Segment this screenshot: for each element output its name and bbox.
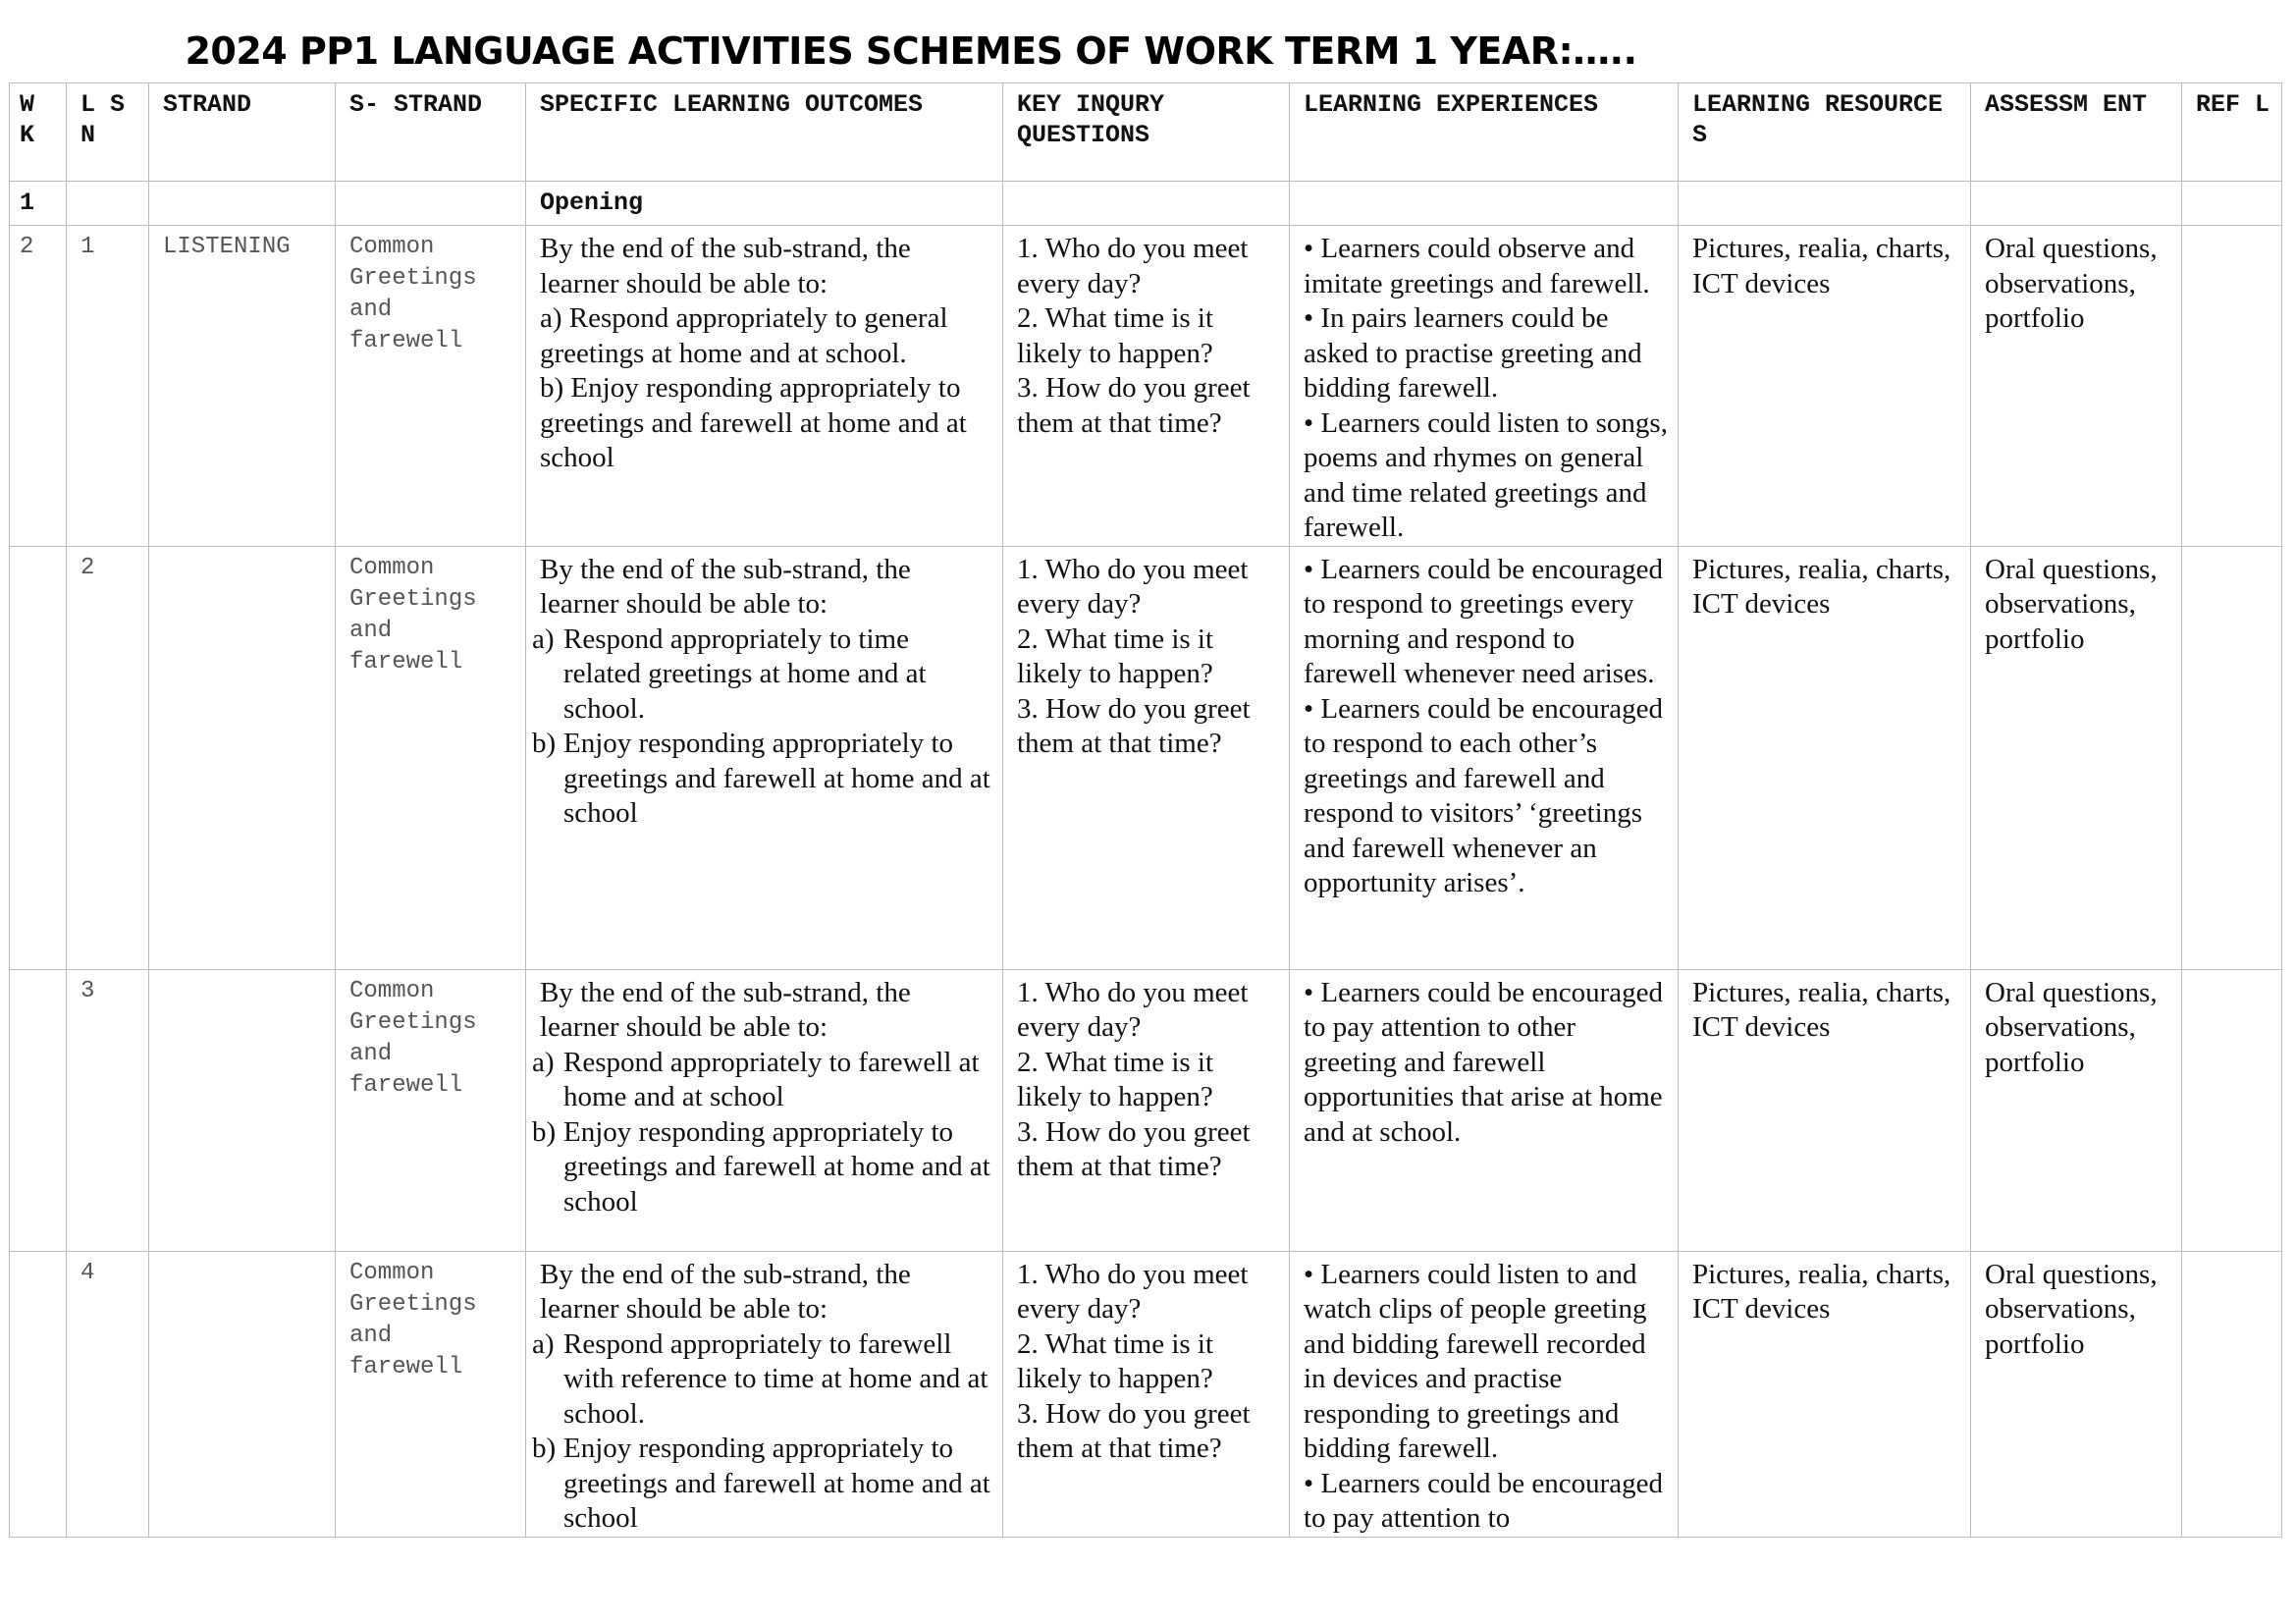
outcome-label: a) xyxy=(532,1046,555,1078)
outcome-label: b) xyxy=(532,728,557,759)
outcome-text: Respond appropriately to farewell with reference to time at home and at school. xyxy=(563,1327,988,1430)
cell-outcomes xyxy=(526,226,1003,547)
outcomes-intro: By the end of the sub-strand, the learner should be able to: xyxy=(540,976,911,1043)
cell-experiences xyxy=(1290,1251,1679,1537)
cell-sub-strand: Common Greetings and farewell xyxy=(336,546,526,969)
cell-experiences xyxy=(1290,226,1679,547)
outcome-label: a) xyxy=(532,623,555,655)
outcome-text: Enjoy responding appropriately to greetings and farewell at home and at school xyxy=(540,372,967,473)
schemes-of-work-table xyxy=(9,82,2282,1538)
question-item: 3. How do you greet them at that time? xyxy=(1017,692,1251,759)
cell-sub-strand: Common Greetings and farewell xyxy=(336,1251,526,1537)
outcomes-intro: By the end of the sub-strand, the learner should be able to: xyxy=(540,553,911,620)
document-title: 2024 PP1 LANGUAGE ACTIVITIES SCHEMES OF WORK TERM 1 YEAR:….. xyxy=(185,29,1637,73)
cell-wk xyxy=(10,1251,67,1537)
header-wk: W K xyxy=(10,83,67,182)
outcomes-intro: By the end of the sub-strand, the learner should be able to: xyxy=(540,1258,911,1325)
opening-label: Opening xyxy=(526,182,1003,226)
experience-item: • Learners could observe and imitate greetings and farewell. xyxy=(1304,233,1650,299)
cell-ref xyxy=(2182,546,2282,969)
header-resources: LEARNING RESOURCE S xyxy=(1679,83,1971,182)
cell-questions xyxy=(1003,546,1290,969)
outcome-text: Enjoy responding appropriately to greetings and farewell at home and at school xyxy=(563,1115,990,1218)
experience-item: • Learners could be encouraged to respond to each other’s greetings and farewell and respond to visitors’ ‘greetings and farewell whenever an opportunity arises’. xyxy=(1304,692,1664,898)
header-questions: KEY INQURY QUESTIONS xyxy=(1003,83,1290,182)
cell-lsn: 3 xyxy=(67,969,149,1251)
question-item: 1. Who do you meet every day? xyxy=(1017,976,1249,1043)
cell-questions xyxy=(1003,226,1290,547)
outcome-label: a) xyxy=(532,1327,555,1360)
table-row xyxy=(10,226,2282,547)
experience-item: • Learners could listen to and watch clips of people greeting and bidding farewell recorded in devices and practise responding to greetings and bidding farewell. xyxy=(1304,1258,1647,1464)
experience-item: • Learners could listen to songs, poems and rhymes on general and time related greetings and farewell. xyxy=(1304,406,1668,543)
question-item: 1. Who do you meet every day? xyxy=(1017,553,1249,620)
cell-assessment: Oral questions, observations, portfolio xyxy=(1971,1251,2182,1537)
header-outcomes: SPECIFIC LEARNING OUTCOMES xyxy=(526,83,1003,182)
table-row xyxy=(10,969,2282,1251)
experience-item: • Learners could be encouraged to respond to greetings every morning and respond to farewell whenever need arises. xyxy=(1304,553,1664,689)
cell-wk: 2 xyxy=(10,226,67,547)
experience-item: • In pairs learners could be asked to practise greeting and bidding farewell. xyxy=(1304,302,1642,404)
cell-lsn: 4 xyxy=(67,1251,149,1537)
outcome-text: Respond appropriately to farewell at home and at school xyxy=(563,1046,980,1112)
experience-item: • Learners could be encouraged to pay attention to xyxy=(1304,1467,1664,1534)
header-ref: REF L xyxy=(2182,83,2282,182)
outcomes-intro: By the end of the sub-strand, the learner should be able to: xyxy=(540,233,911,299)
cell-strand xyxy=(149,546,336,969)
cell-outcomes xyxy=(526,1251,1003,1537)
question-item: 2. What time is it likely to happen? xyxy=(1017,623,1214,689)
question-item: 3. How do you greet them at that time? xyxy=(1017,1397,1251,1464)
question-item: 3. How do you greet them at that time? xyxy=(1017,1115,1251,1182)
cell-sub-strand: Common Greetings and farewell xyxy=(336,969,526,1251)
cell-outcomes xyxy=(526,546,1003,969)
cell-ref xyxy=(2182,226,2282,547)
opening-wk: 1 xyxy=(10,182,67,226)
table-row xyxy=(10,1251,2282,1537)
question-item: 1. Who do you meet every day? xyxy=(1017,1258,1249,1325)
cell-assessment: Oral questions, observations, portfolio xyxy=(1971,226,2182,547)
outcome-text: Respond appropriately to general greetings at home and at school. xyxy=(540,302,948,369)
cell-resources: Pictures, realia, charts, ICT devices xyxy=(1679,546,1971,969)
outcome-label: b) xyxy=(532,1115,557,1148)
cell-experiences xyxy=(1290,969,1679,1251)
cell-assessment: Oral questions, observations, portfolio xyxy=(1971,969,2182,1251)
opening-row xyxy=(10,182,2282,226)
cell-wk xyxy=(10,546,67,969)
outcome-label: b) xyxy=(532,1433,557,1464)
outcome-text: Enjoy responding appropriately to greetings and farewell at home and at school xyxy=(563,728,990,829)
header-assessment: ASSESSM ENT xyxy=(1971,83,2182,182)
cell-resources: Pictures, realia, charts, ICT devices xyxy=(1679,969,1971,1251)
question-item: 1. Who do you meet every day? xyxy=(1017,233,1249,299)
question-item: 2. What time is it likely to happen? xyxy=(1017,1327,1214,1394)
cell-ref xyxy=(2182,969,2282,1251)
outcome-text: Respond appropriately to time related greetings at home and at school. xyxy=(563,623,927,725)
header-row xyxy=(10,83,2282,182)
cell-resources: Pictures, realia, charts, ICT devices xyxy=(1679,1251,1971,1537)
cell-lsn: 1 xyxy=(67,226,149,547)
table-row xyxy=(10,546,2282,969)
header-strand: STRAND xyxy=(149,83,336,182)
header-lsn: L S N xyxy=(67,83,149,182)
cell-questions xyxy=(1003,969,1290,1251)
cell-strand xyxy=(149,1251,336,1537)
outcome-text: Enjoy responding appropriately to greetings and farewell at home and at school xyxy=(563,1433,990,1534)
cell-assessment: Oral questions, observations, portfolio xyxy=(1971,546,2182,969)
question-item: 2. What time is it likely to happen? xyxy=(1017,302,1214,369)
cell-outcomes xyxy=(526,969,1003,1251)
cell-lsn: 2 xyxy=(67,546,149,969)
cell-ref xyxy=(2182,1251,2282,1537)
header-sub-strand: S- STRAND xyxy=(336,83,526,182)
question-item: 3. How do you greet them at that time? xyxy=(1017,372,1251,439)
cell-questions xyxy=(1003,1251,1290,1537)
header-experiences: LEARNING EXPERIENCES xyxy=(1290,83,1679,182)
outcome-label: b) xyxy=(540,372,571,404)
cell-wk xyxy=(10,969,67,1251)
experience-item: • Learners could be encouraged to pay attention to other greeting and farewell opportunities that arise at home and at school. xyxy=(1304,976,1664,1148)
outcome-label: a) xyxy=(540,302,569,334)
question-item: 2. What time is it likely to happen? xyxy=(1017,1046,1214,1112)
cell-sub-strand: Common Greetings and farewell xyxy=(336,226,526,547)
cell-experiences xyxy=(1290,546,1679,969)
cell-strand xyxy=(149,969,336,1251)
cell-resources: Pictures, realia, charts, ICT devices xyxy=(1679,226,1971,547)
cell-strand: LISTENING xyxy=(149,226,336,547)
